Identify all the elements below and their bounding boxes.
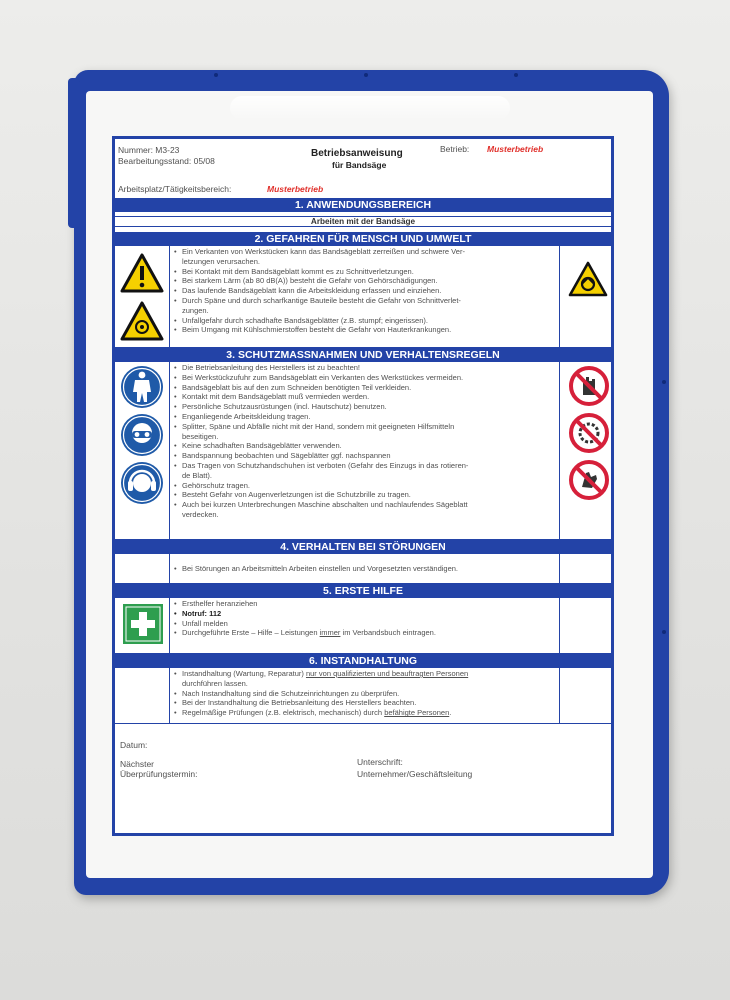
section-3-list [173,363,557,520]
document-number: Nummer: M3-23 [118,145,180,155]
list-item-continuation: verdecken. [182,509,219,519]
workplace-label: Arbeitsplatz/Tätigkeitsbereich: [118,184,232,194]
section-4-icon-column-right [559,554,611,583]
protective-clothing-icon [120,365,164,409]
list-item-continuation: letzungen verursachen. [182,256,260,266]
no-hand-near-blade-icon [568,459,610,501]
list-item: • Die Betriebsanleitung des Herstellers ist zu beachten! [173,363,557,373]
list-item [173,628,557,638]
section-4-list [173,564,557,574]
section-5-list [173,599,557,638]
section-1-subtitle: Arbeiten mit der Bandsäge [115,216,611,227]
section-3-title: 3. SCHUTZMASSNAHMEN UND VERHALTENSREGELN [115,348,611,362]
sheet-header [115,139,611,199]
list-item: • Gehörschutz tragen. [173,481,557,491]
signature-role: Unternehmer/Geschäftsleitung [357,769,473,779]
emergency-number: • Notruf: 112 [173,609,557,619]
list-item: • Durch Späne und durch scharfkantige Bauteile besteht die Gefahr von Schnittverlet- [173,296,557,306]
section-4-icon-column [115,554,170,583]
pocket-glare [230,96,510,120]
company-label: Betrieb: [440,144,470,154]
list-item: • Bandsägeblatt bis auf den zum Schneiden benötigten Teil verkleiden. [173,383,557,393]
safety-goggles-icon [120,413,164,457]
next-review-label-2: Überprüfungstermin: [120,769,198,779]
frame-rivet [662,380,666,384]
list-item-text: Regelmäßige Prüfungen (z.B. elektrisch, mechanisch) durch [182,708,383,718]
document-title: Betriebsanweisung [311,148,403,159]
list-item: • Keine schadhaften Bandsägeblätter verwenden. [173,441,557,451]
list-item: • Splitter, Späne und Abfälle nicht mit der Hand, sondern mit geeigneten Hilfsmitteln [173,422,557,432]
section-6-list [173,669,557,718]
emphasis-text: immer [319,628,341,638]
list-item: • Bei der Instandhaltung die Betriebsanleitung des Herstellers beachten. [173,698,557,708]
section-6-body [115,668,611,724]
signature-area [115,724,611,833]
operating-instruction-sheet [112,136,614,836]
workplace-value: Musterbetrieb [267,184,324,194]
company-value: Musterbetrieb [487,144,544,154]
date-label: Datum: [120,740,148,750]
section-2-title: 2. GEFAHREN FÜR MENSCH UND UMWELT [115,232,611,246]
list-item: • Persönliche Schutzausrüstungen (incl. Hautschutz) benutzen. [173,402,557,412]
list-item: • Auch bei kurzen Unterbrechungen Maschine abschalten und nachlaufendes Sägeblatt [173,500,557,510]
no-gloves-icon [568,365,610,407]
list-item: • Unfall melden [173,619,557,629]
warning-entanglement-icon [567,260,609,298]
emphasis-text: nur von qualifizierten und beauftragten Personen [305,669,469,678]
section-5-title: 5. ERSTE HILFE [115,584,611,598]
first-aid-icon [122,603,164,645]
list-item: • Bei Störungen an Arbeitsmitteln Arbeiten einstellen und Vorgesetzten verständigen. [173,564,557,574]
list-item: • Bei Werkstückzufuhr zum Bandsägeblatt ein Verkanten des Werkstückes vermeiden. [173,373,557,383]
section-5-body [115,598,611,654]
list-item-continuation: de Blatt). [182,470,213,480]
section-2-body [115,246,611,348]
section-6-icon-column [115,668,170,723]
list-item: • Besteht Gefahr von Augenverletzungen ist die Schutzbrille zu tragen. [173,490,557,500]
list-item: • Ersthelfer heranziehen [173,599,557,609]
section-2-list [173,247,557,335]
list-item-continuation: beseitigen. [182,431,219,441]
list-item-text: im Verbandsbuch eintragen. [342,628,436,638]
next-review-label: Nächster [120,759,155,769]
list-item: • Enganliegende Arbeitskleidung tragen. [173,412,557,422]
section-5-icon-column-right [559,598,611,653]
list-item-continuation: durchführen lassen. [182,678,248,688]
list-item: • Nach Instandhaltung sind die Schutzeinrichtungen zu überprüfen. [173,689,557,699]
frame-rivet [662,630,666,634]
section-4-body [115,554,611,584]
frame-rivet [364,73,368,77]
list-item: • Kontakt mit dem Bandsägeblatt muß vermieden werden. [173,392,557,402]
emphasis-text: befähigte Personen [384,708,450,718]
section-1-title: 1. ANWENDUNGSBEREICH [115,198,611,212]
list-item-continuation: zungen. [182,305,209,315]
list-item: • Bei starkem Lärm (ab 80 dB(A)) besteht die Gefahr von Gehörschädigungen. [173,276,557,286]
list-item: • Ein Verkanten von Werkstücken kann das Bandsägeblatt zerreißen und schwere Ver- [173,247,557,257]
warning-noise-icon [119,300,165,342]
ear-protection-icon [120,461,164,505]
list-item: • Unfallgefahr durch schadhafte Bandsägeblätter (z.B. stumpf; eingerissen). [173,316,557,326]
frame-rivet [514,73,518,77]
section-6-icon-column-right [559,668,611,723]
warning-general-icon [119,252,165,294]
list-item: • Beim Umgang mit Kühlschmierstoffen besteht die Gefahr von Hauterkrankungen. [173,325,557,335]
list-item [173,669,557,679]
no-chains-icon [568,412,610,454]
list-item-text: . [449,708,452,718]
section-6-title: 6. INSTANDHALTUNG [115,654,611,668]
frame-hinge [68,78,80,228]
list-item: • Das laufende Bandsägeblatt kann die Arbeitskleidung erfassen und einziehen. [173,286,557,296]
frame-rivet [214,73,218,77]
list-item: • Das Tragen von Schutzhandschuhen ist verboten (Gefahr des Einzugs in das rotieren- [173,461,557,471]
list-item-text: Durchgeführte Erste – Hilfe – Leistungen [182,628,318,638]
list-item: • Bei Kontakt mit dem Bandsägeblatt kommt es zu Schnittverletzungen. [173,267,557,277]
signature-label: Unterschrift: [357,757,403,767]
list-item: • Bandspannung beobachten und Sägeblätter ggf. nachspannen [173,451,557,461]
list-item [173,708,557,718]
document-subtitle: für Bandsäge [332,160,387,170]
section-3-body [115,362,611,540]
list-item-text: Instandhaltung (Wartung, Reparatur) [182,669,304,678]
revision-state: Bearbeitungsstand: 05/08 [118,156,215,166]
section-4-title: 4. VERHALTEN BEI STÖRUNGEN [115,540,611,554]
